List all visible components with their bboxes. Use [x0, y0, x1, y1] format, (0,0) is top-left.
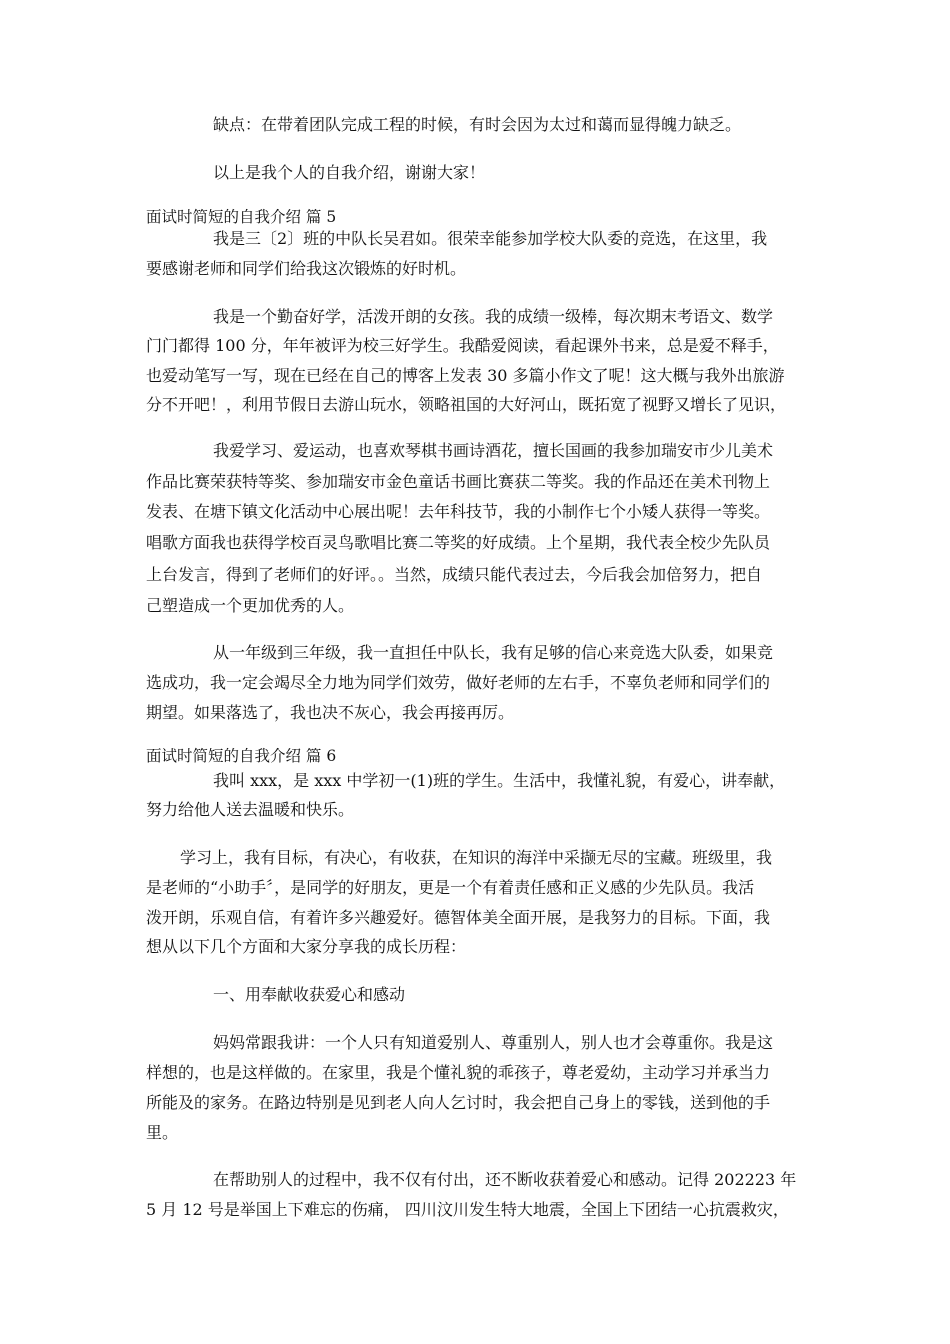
text-line: 从一年级到三年级，我一直担任中队长，我有足够的信心来竞选大队委，如果竞 [213, 643, 774, 662]
text-line: 我是一个勤奋好学，活泼开朗的女孩。我的成绩一级棒，每次期末考语文、数学 [213, 307, 774, 326]
text-line: 我爱学习、爱运动，也喜欢琴棋书画诗酒花，擅长国画的我参加瑞安市少儿美术 [213, 441, 774, 460]
text-line: 以上是我个人的自我介绍，谢谢大家！ [213, 163, 486, 182]
section-heading: 面试时简短的自我介绍 篇 6 [146, 747, 337, 765]
text-line: 门门都得 100 分，年年被评为校三好学生。我酷爱阅读，看起课外书来，总是爱不释手， [146, 336, 779, 355]
text-line: 学习上，我有目标，有决心，有收获，在知识的海洋中采撷无尽的宝藏。班级里，我 [180, 848, 773, 867]
text-line: 我是三〔2〕班的中队长吴君如。很荣幸能参加学校大队委的竞选，在这里，我 [213, 229, 768, 248]
text-line: 作品比赛荣获特等奖、参加瑞安市金色童话书画比赛获二等奖。我的作品还在美术刊物上 [146, 472, 771, 491]
text-line: 里。 [146, 1123, 179, 1142]
section-heading: 面试时简短的自我介绍 篇 5 [146, 208, 337, 226]
text-line: 己塑造成一个更加优秀的人。 [146, 596, 355, 615]
text-line: 唱歌方面我也获得学校百灵鸟歌唱比赛二等奖的好成绩。上个星期，我代表全校少先队员 [146, 533, 771, 552]
text-line: 妈妈常跟我讲：一个人只有知道爱别人、尊重别人，别人也才会尊重你。我是这 [213, 1033, 774, 1052]
text-line: 要感谢老师和同学们给我这次锻炼的好时机。 [146, 259, 467, 278]
text-line: 所能及的家务。在路边特别是见到老人向人乞讨时，我会把自己身上的零钱，送到他的手 [146, 1093, 771, 1112]
text-line: 期望。如果落选了，我也决不灰心，我会再接再厉。 [146, 703, 515, 722]
text-line: 缺点：在带着团队完成工程的时候，有时会因为太过和蔼而显得魄力缺乏。 [213, 115, 742, 134]
text-line: 努力给他人送去温暖和快乐。 [146, 800, 355, 819]
text-line: 想从以下几个方面和大家分享我的成长历程： [146, 937, 467, 956]
text-line: 发表、在塘下镇文化活动中心展出呢！去年科技节，我的小制作七个小矮人获得一等奖。 [146, 502, 771, 521]
text-line: 样想的，也是这样做的。在家里，我是个懂礼貌的乖孩子，尊老爱幼，主动学习并承当力 [146, 1063, 771, 1082]
text-line: 选成功，我一定会竭尽全力地为同学们效劳，做好老师的左右手，不辜负老师和同学们的 [146, 673, 771, 692]
text-line: 分不开吧！，利用节假日去游山玩水，领略祖国的大好河山，既拓宽了视野又增长了见识， [146, 395, 787, 414]
text-line: 我叫 xxx，是 xxx 中学初一(1)班的学生。生活中，我懂礼貌，有爱心，讲奉献， [213, 771, 786, 790]
text-line: 一、用奉献收获爱心和感动 [213, 985, 406, 1004]
text-line: 上台发言，得到了老师们的好评。。当然，成绩只能代表过去，今后我会加倍努力，把自 [146, 565, 763, 584]
text-line: 是老师的“小助手〞，是同学的好朋友，更是一个有着责任感和正义感的少先队员。我活 [146, 878, 755, 897]
text-line: 也爱动笔写一写，现在已经在自己的博客上发表 30 多篇小作文了呢！这大概与我外出旅游 [146, 366, 785, 385]
text-line: 泼开朗，乐观自信，有着许多兴趣爱好。德智体美全面开展，是我努力的目标。下面，我 [146, 908, 771, 927]
text-line: 在帮助别人的过程中，我不仅有付出，还不断收获着爱心和感动。记得 202223 年 [213, 1170, 797, 1189]
text-line: 5 月 12 号是举国上下难忘的伤痛， 四川汶川发生特大地震，全国上下团结一心抗震救灾， [146, 1200, 789, 1219]
